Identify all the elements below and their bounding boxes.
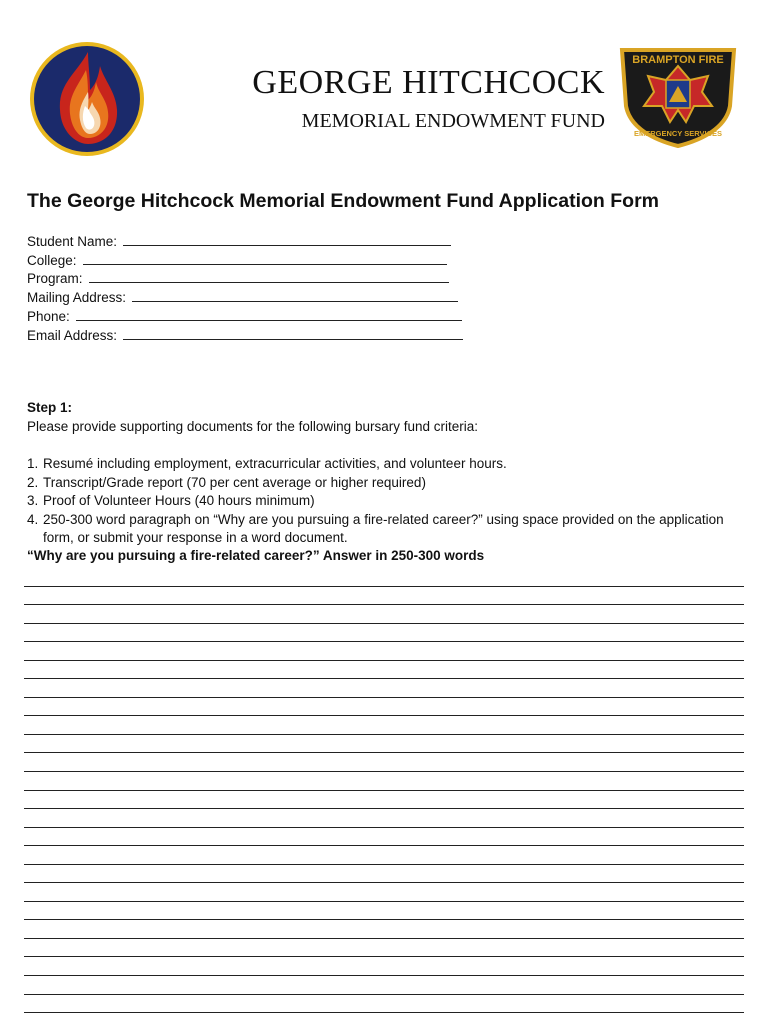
criteria-list xyxy=(27,455,747,548)
list-text: Proof of Volunteer Hours (40 hours minimum) xyxy=(43,493,315,508)
field-underline[interactable] xyxy=(123,328,463,340)
answer-line[interactable] xyxy=(24,976,744,995)
field-phone[interactable] xyxy=(27,308,487,327)
field-underline[interactable] xyxy=(123,234,451,246)
badge-top-text: BRAMPTON FIRE xyxy=(632,54,724,66)
answer-line[interactable] xyxy=(24,605,744,624)
answer-line[interactable] xyxy=(24,846,744,865)
document-header xyxy=(0,0,770,170)
answer-line[interactable] xyxy=(24,698,744,717)
answer-line[interactable] xyxy=(24,957,744,976)
answer-line[interactable] xyxy=(24,809,744,828)
answer-line[interactable] xyxy=(24,642,744,661)
field-underline[interactable] xyxy=(83,253,447,265)
applicant-fields xyxy=(27,233,487,345)
answer-line[interactable] xyxy=(24,716,744,735)
answer-line[interactable] xyxy=(24,624,744,643)
answer-line[interactable] xyxy=(24,828,744,847)
field-college[interactable] xyxy=(27,252,487,271)
step-intro: Please provide supporting documents for the following bursary fund criteria: xyxy=(27,419,478,434)
step-title: Step 1: xyxy=(27,400,73,415)
field-label: Email Address: xyxy=(27,327,118,343)
field-label: College: xyxy=(27,252,77,268)
fund-title: GEORGE HITCHCOCK xyxy=(252,64,605,101)
list-number: 1. xyxy=(27,456,39,471)
form-title: The George Hitchcock Memorial Endowment Fund Application Form xyxy=(27,190,659,212)
list-text: Resumé including employment, extracurricular activities, and volunteer hours. xyxy=(43,456,507,471)
answer-line[interactable] xyxy=(24,939,744,958)
list-number: 2. xyxy=(27,474,39,490)
list-item xyxy=(27,474,747,493)
list-item xyxy=(27,492,747,511)
field-underline[interactable] xyxy=(89,271,449,283)
answer-line[interactable] xyxy=(24,735,744,754)
fund-subtitle: MEMORIAL ENDOWMENT FUND xyxy=(301,110,605,132)
answer-line[interactable] xyxy=(24,920,744,939)
essay-answer-area[interactable] xyxy=(24,568,744,1013)
answer-line[interactable] xyxy=(24,753,744,772)
field-underline[interactable] xyxy=(132,290,458,302)
brampton-fire-badge-icon xyxy=(614,36,742,148)
field-program[interactable] xyxy=(27,270,487,289)
list-text: 250-300 word paragraph on “Why are you pursuing a fire-related career?” using space provided on the application form, or submit your response in a word document. xyxy=(43,511,724,545)
list-number: 3. xyxy=(27,493,39,508)
essay-prompt: “Why are you pursuing a fire-related career?” Answer in 250-300 words xyxy=(27,548,485,563)
field-email-address[interactable] xyxy=(27,327,487,346)
field-label: Mailing Address: xyxy=(27,290,127,306)
answer-line[interactable] xyxy=(24,772,744,791)
field-label: Phone: xyxy=(27,308,70,324)
list-text: Transcript/Grade report (70 per cent average or higher required) xyxy=(43,474,426,490)
answer-line[interactable] xyxy=(24,995,744,1014)
flame-logo-icon xyxy=(28,40,146,158)
list-number: 4. xyxy=(27,511,39,527)
field-label: Program: xyxy=(27,271,83,287)
list-item xyxy=(27,455,747,474)
answer-line[interactable] xyxy=(24,902,744,921)
field-underline[interactable] xyxy=(76,309,462,321)
field-mailing-address[interactable] xyxy=(27,289,487,308)
answer-line[interactable] xyxy=(24,791,744,810)
answer-line[interactable] xyxy=(24,661,744,680)
field-label: Student Name: xyxy=(27,234,118,249)
list-item xyxy=(27,511,747,548)
answer-line[interactable] xyxy=(24,568,744,587)
answer-line[interactable] xyxy=(24,883,744,902)
answer-line[interactable] xyxy=(24,679,744,698)
answer-line[interactable] xyxy=(24,587,744,606)
badge-bottom-text: EMERGENCY SERVICES xyxy=(633,129,723,138)
answer-line[interactable] xyxy=(24,865,744,884)
field-student-name[interactable] xyxy=(27,233,487,252)
